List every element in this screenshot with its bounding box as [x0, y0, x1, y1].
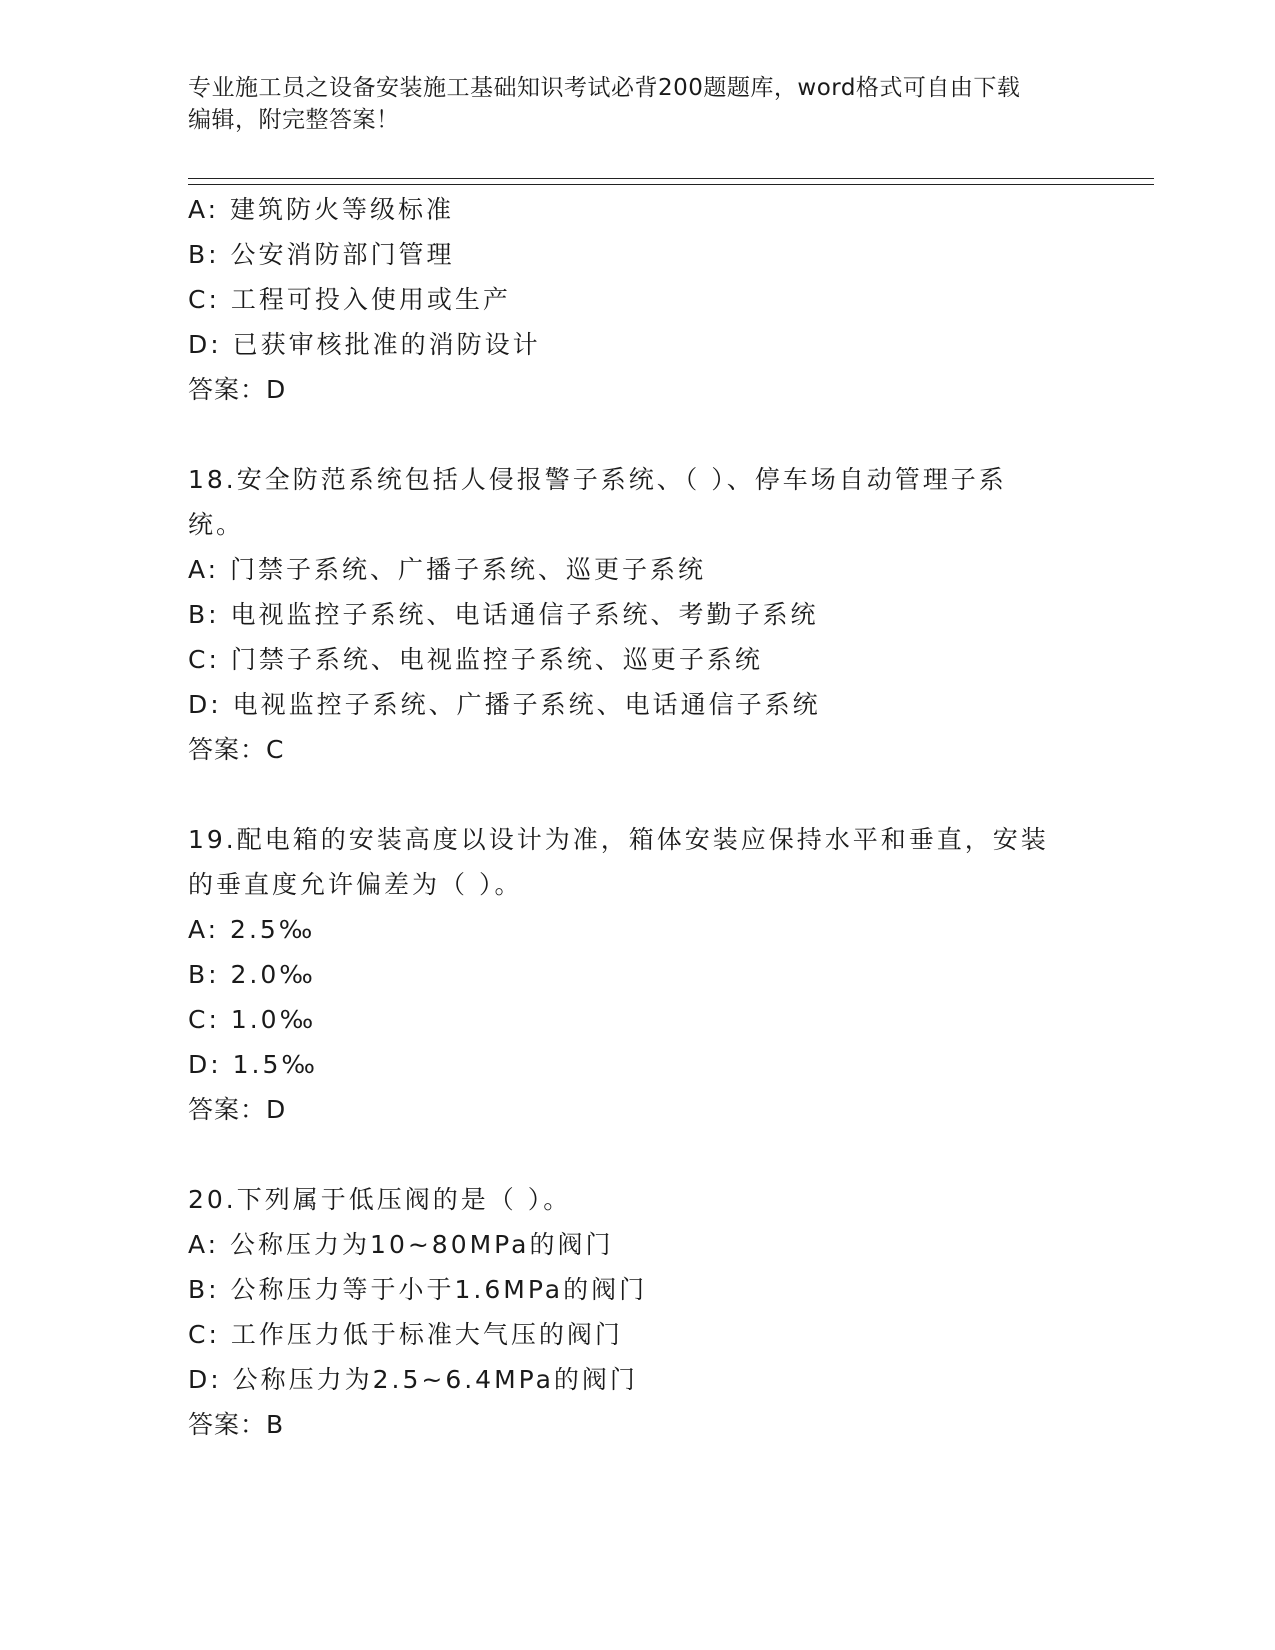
q19-option-c: C: 1.0‰: [188, 1005, 317, 1034]
q18-question-line-1: 18.安全防范系统包括人侵报警子系统、（ ）、停车场自动管理子系: [188, 465, 1007, 494]
q18-question-line-2: 统。: [188, 510, 245, 539]
q20-question-line-1: 20.下列属于低压阀的是（ ）。: [188, 1185, 572, 1214]
header-line-2: 编辑，附完整答案！: [188, 107, 400, 133]
q17-option-c: C: 工程可投入使用或生产: [188, 285, 511, 314]
q17-answer: 答案：D: [188, 375, 287, 404]
q18-option-c: C: 门禁子系统、电视监控子系统、巡更子系统: [188, 645, 763, 674]
q20-option-c: C: 工作压力低于标准大气压的阀门: [188, 1320, 623, 1349]
q19-question-line-1: 19.配电箱的安装高度以设计为准，箱体安装应保持水平和垂直，安装: [188, 825, 1049, 854]
q20-option-a: A: 公称压力为10~80MPa的阀门: [188, 1230, 614, 1259]
q17-option-d: D: 已获审核批准的消防设计: [188, 330, 541, 359]
q19-option-d: D: 1.5‰: [188, 1050, 318, 1079]
q20-answer: 答案：B: [188, 1410, 285, 1439]
q17-option-a: A: 建筑防火等级标准: [188, 195, 455, 224]
q18-option-a: A: 门禁子系统、广播子系统、巡更子系统: [188, 555, 707, 584]
header-line-1: 专业施工员之设备安装施工基础知识考试必背200题题库，word格式可自由下载: [188, 75, 1021, 101]
q19-answer: 答案：D: [188, 1095, 287, 1124]
q19-question-line-2: 的垂直度允许偏差为（ ）。: [188, 870, 523, 899]
header-divider: [188, 178, 1154, 185]
q18-option-d: D: 电视监控子系统、广播子系统、电话通信子系统: [188, 690, 821, 719]
q17-option-b: B: 公安消防部门管理: [188, 240, 455, 269]
q18-answer: 答案：C: [188, 735, 285, 764]
q18-option-b: B: 电视监控子系统、电话通信子系统、考勤子系统: [188, 600, 819, 629]
q20-option-b: B: 公称压力等于小于1.6MPa的阀门: [188, 1275, 648, 1304]
document-header: [188, 72, 1088, 136]
q20-option-d: D: 公称压力为2.5~6.4MPa的阀门: [188, 1365, 638, 1394]
q19-option-a: A: 2.5‰: [188, 915, 316, 944]
q19-option-b: B: 2.0‰: [188, 960, 316, 989]
